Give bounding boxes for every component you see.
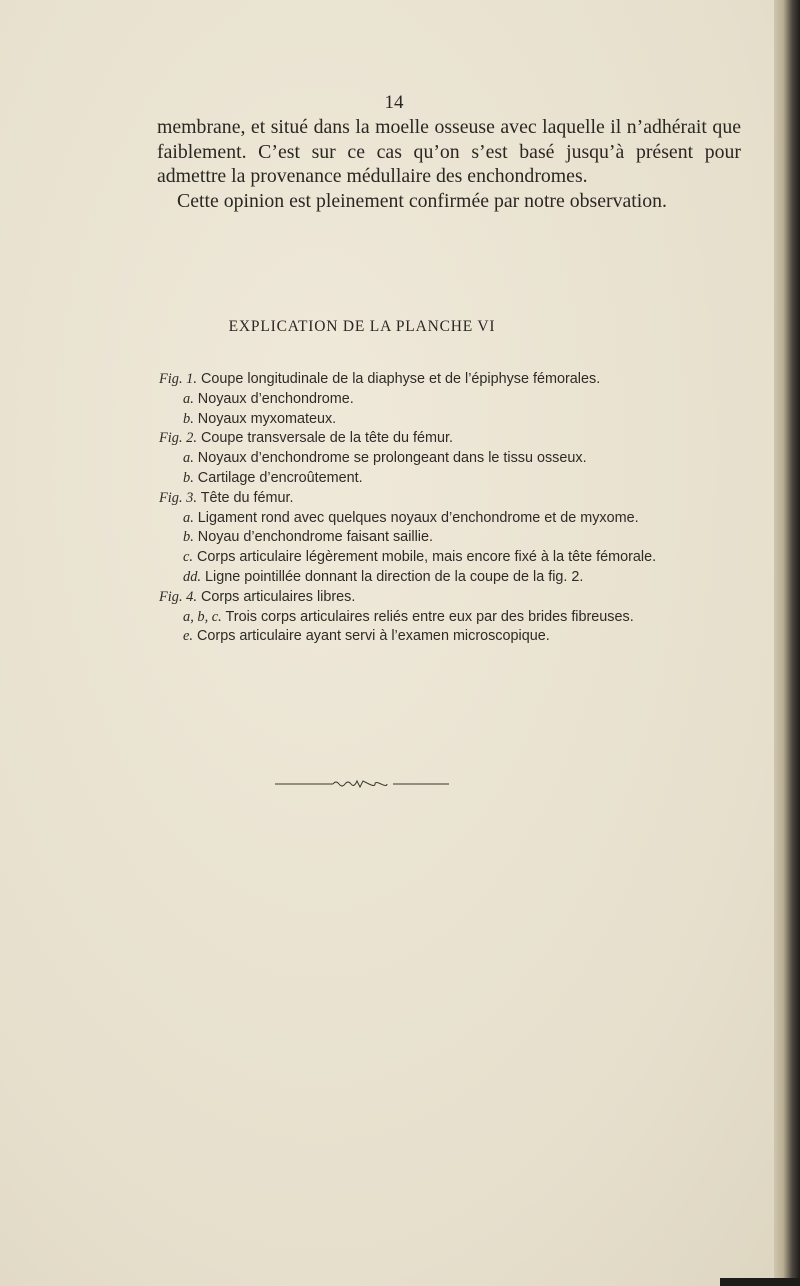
figure-label: Fig. 2. bbox=[159, 430, 197, 447]
paragraph-2: Cette opinion est pleinement confirmée par notre observation. bbox=[177, 189, 667, 212]
figure-item bbox=[159, 548, 741, 568]
item-text: Ligne pointillée donnant la direction de la coupe de la fig. 2. bbox=[205, 568, 584, 585]
item-label: e. bbox=[183, 628, 193, 645]
page-number: 14 bbox=[384, 92, 404, 113]
figure-caption: Coupe transversale de la tête du fémur. bbox=[200, 430, 453, 447]
figure-entry bbox=[159, 489, 741, 509]
item-text: Noyaux d’enchondrome. bbox=[197, 390, 354, 407]
figure-entry bbox=[159, 588, 741, 608]
figure-item bbox=[159, 568, 741, 588]
figure-item bbox=[159, 627, 741, 647]
item-label: b. bbox=[183, 410, 194, 427]
item-text: Trois corps articulaires reliés entre eux par des brides fibreuses. bbox=[225, 608, 634, 625]
paragraph-1: membrane, et situé dans la moelle osseuse avec laquelle il n’adhérait que faiblement. C’est sur ce cas qu’on s’est basé jusqu’à présent pour admettre la provenance médullaire des enchondromes. bbox=[157, 116, 741, 188]
figure-entry bbox=[159, 429, 741, 449]
figure-caption: Coupe longitudinale de la diaphyse et de l’épiphyse fémorales. bbox=[200, 371, 601, 387]
page-edge bbox=[774, 0, 800, 1286]
item-label: a. bbox=[183, 390, 194, 407]
decorative-rule bbox=[0, 774, 762, 793]
item-text: Cartilage d’encroûtement. bbox=[197, 469, 363, 486]
figure-item bbox=[159, 449, 741, 469]
figure-item bbox=[159, 469, 741, 489]
figure-item bbox=[159, 608, 741, 628]
figure-label: Fig. 1. bbox=[159, 371, 197, 387]
figure-label: Fig. 3. bbox=[159, 489, 197, 506]
figure-entry bbox=[159, 370, 741, 390]
figure-caption: Corps articulaires libres. bbox=[200, 588, 356, 605]
ornament-divider-icon bbox=[275, 779, 449, 789]
item-label: a, b, c. bbox=[183, 608, 222, 625]
figure-explanation-list bbox=[159, 370, 741, 647]
item-text: Ligament rond avec quelques noyaux d’enchondrome et de myxome. bbox=[197, 509, 639, 526]
figure-caption: Tête du fémur. bbox=[200, 489, 294, 506]
figure-item bbox=[159, 528, 741, 548]
body-text bbox=[157, 115, 741, 213]
item-text: Noyaux myxomateux. bbox=[197, 410, 337, 427]
figure-item bbox=[159, 410, 741, 430]
section-heading: EXPLICATION DE LA PLANCHE VI bbox=[228, 318, 496, 335]
item-label: b. bbox=[183, 469, 194, 486]
figure-item bbox=[159, 509, 741, 529]
figure-item bbox=[159, 390, 741, 410]
item-label: dd. bbox=[183, 568, 201, 585]
item-label: a. bbox=[183, 509, 194, 526]
item-text: Noyaux d’enchondrome se prolongeant dans le tissu osseux. bbox=[197, 450, 587, 467]
item-label: c. bbox=[183, 549, 193, 566]
item-text: Corps articulaire légèrement mobile, mais encore fixé à la tête fémorale. bbox=[197, 549, 657, 566]
page-corner-shadow bbox=[720, 1278, 800, 1286]
item-label: a. bbox=[183, 450, 194, 467]
item-text: Corps articulaire ayant servi à l’examen microscopique. bbox=[197, 628, 550, 645]
item-label: b. bbox=[183, 529, 194, 546]
item-text: Noyau d’enchondrome faisant saillie. bbox=[197, 529, 433, 546]
figure-label: Fig. 4. bbox=[159, 588, 197, 605]
